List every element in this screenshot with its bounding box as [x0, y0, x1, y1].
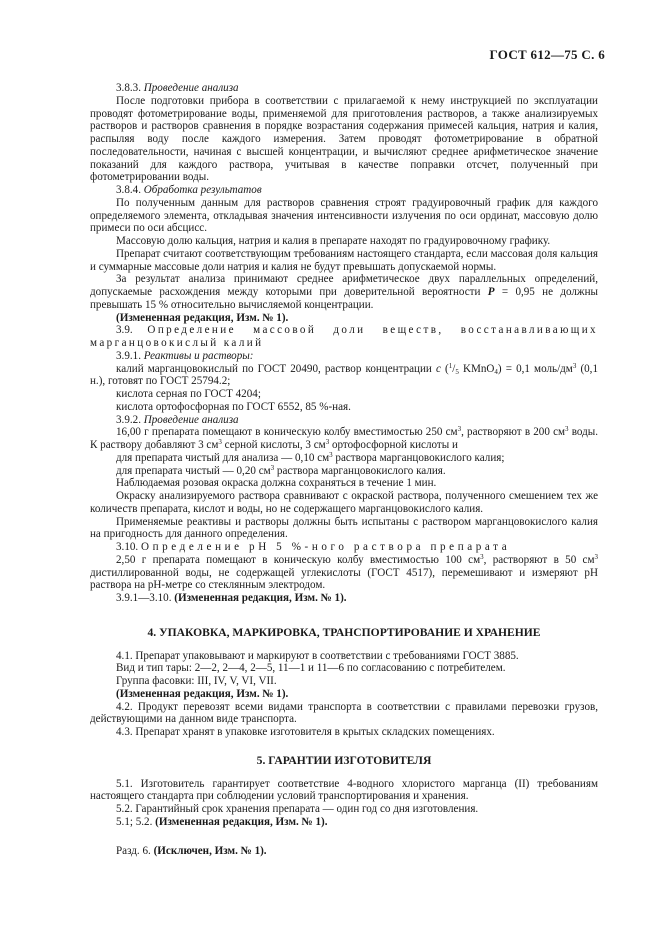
- section-4-1-packaging: Вид и тип тары: 2—2, 2—4, 2—5, 11—1 и 11—6 по согласованию с потребителем.: [116, 662, 506, 675]
- document-body: [90, 82, 598, 857]
- amendment-note: (Измененная редакция, Изм. № 1).: [116, 311, 289, 324]
- section-3-9-2-heading: 3.9.2. Проведение анализа: [116, 413, 239, 426]
- section-3-8-4-para-4: За результат анализа принимают среднее арифметическое двух параллельных определений, допускаемые расхождения между которыми при доверительной вероятности P = 0,95 не должны превышать 15 % относительно вычисляемой концентрации.: [90, 273, 598, 311]
- section-3-10-heading: 3.10. Определение рН 5 %-ного раствора препарата: [116, 541, 511, 553]
- section-5-2-text: 5.2. Гарантийный срок хранения препарата — один год со дня изготовления.: [116, 803, 479, 815]
- section-3-8-4-para-1: По полученным данным для растворов сравнения строят градуировочный график для каждого определяемого элемента, откладывая значения интенсивности излучения по оси ординат, массовую долю примеси по оси абсцисс.: [90, 196, 598, 235]
- section-3-9-2-para-4: Наблюдаемая розовая окраска должна сохраняться в течение 1 мин.: [116, 477, 437, 490]
- amendment-note-4: (Измененная редакция, Изм. № 1).: [116, 687, 289, 700]
- section-3-9-2-para-3: для препарата чистый — 0,20 $см^3$ раствора марганцовокислого калия.: [116, 463, 446, 477]
- amendment-note-5: 5.1; 5.2. (Измененная редакция, Изм. № 1).: [116, 815, 328, 828]
- spacer: [90, 829, 598, 845]
- reagent-item-1: калий марганцовокислый по ГОСТ 20490, раствор концентрации c ($^1/_5$ KMnO$_4$) = 0,1 моль/$дм^3$ (0,1 н.), готовят по ГОСТ 25794.2;: [90, 361, 599, 388]
- section-3-8-4-para-2: Массовую долю кальция, натрия и калия в препарате находят по градуировочному графику.: [116, 235, 551, 247]
- section-5-title: 5. ГАРАНТИИ ИЗГОТОВИТЕЛЯ: [256, 753, 432, 767]
- section-3-8-4-para-3: Препарат считают соответствующим требованиям настоящего стандарта, если массовая доля кальция и суммарные массовые доли натрия и калия не будут превышать допускаемой нормы.: [90, 247, 598, 273]
- section-4-3-text: 4.3. Препарат хранят в упаковке изготовителя в крытых складских помещениях.: [116, 726, 495, 738]
- section-4-2-text: 4.2. Продукт перевозят всеми видами транспорта в соответствии с правилами перевозки грузов, действующими на данном виде транспорта.: [90, 700, 598, 726]
- section-3-9-2-para-5: Окраску анализируемого раствора сравнивают с окраской раствора, полученного смешением тех же количеств препарата, кислот и воды, но не содержащего марганцовокислого калия.: [90, 490, 598, 515]
- reagent-item-2: кислота серная по ГОСТ 4204;: [116, 388, 261, 400]
- section-5-1-text: 5.1. Изготовитель гарантирует соответствие 4-водного хлористого марганца (II) требованиям настоящего стандарта при соблюдении условий транспортирования и хранения.: [90, 777, 598, 803]
- section-3-10-text: 2,50 г препарата помещают в коническую колбу вместимостью 100 $см^3$, растворяют в 50 $см^3$ дистиллированной воды, не содержащей углекислоты (ГОСТ 4517), перемешивают и измеряют рН раствора на рН-метре со стеклянным электродом.: [90, 552, 598, 592]
- section-4-title: 4. УПАКОВКА, МАРКИРОВКА, ТРАНСПОРТИРОВАНИЕ И ХРАНЕНИЕ: [147, 625, 541, 639]
- section-3-9-1-heading: 3.9.1. Реактивы и растворы:: [116, 349, 254, 362]
- section-4-1-group: Группа фасовки: III, IV, V, VI, VII.: [116, 675, 277, 687]
- amendment-note-3-9-1-3-10: 3.9.1—3.10. (Измененная редакция, Изм. № 1).: [116, 592, 347, 604]
- page-header: ГОСТ 612—75 С. 6: [489, 47, 605, 62]
- reagent-item-3: кислота ортофосфорная по ГОСТ 6552, 85 %-ная.: [116, 400, 351, 413]
- section-4-1-text: 4.1. Препарат упаковывают и маркируют в соответствии с требованиями ГОСТ 3885.: [116, 649, 519, 662]
- section-3-9-2-para-6: Применяемые реактивы и растворы должны быть испытаны с раствором марганцовокислого калия на пригодность для данного определения.: [90, 515, 598, 541]
- section-3-9-2-para-1: 16,00 г препарата помещают в коническую колбу вместимостью 250 $см^3$, растворяют в 200 $см^3$ воды. К раствору добавляют 3 $см^3$ серной кислоты, 3 $см^3$ ортофосфорной кислоты и: [90, 425, 598, 451]
- section-6-note: Разд. 6. (Исключен, Изм. № 1).: [116, 844, 267, 857]
- section-3-8-4-heading: 3.8.4. Обработка результатов: [116, 184, 262, 196]
- section-3-9-heading: 3.9. Определение массовой доли веществ, восстанавливающих марганцовокислый калий: [90, 324, 598, 349]
- section-3-8-3-heading: 3.8.3. Проведение анализа: [116, 82, 239, 94]
- section-3-8-3-text: После подготовки прибора в соответствии с прилагаемой к нему инструкцией по эксплуатации проводят фотометрирование воды, применяемой для приготовления растворов, а также анализируемых растворов и растворов сравнения в порядке возрастания содержания примесей кальция, натрия и калия, распыляя воду после каждого измерения. Затем проводят фотометрирование в обратной последовательности, начиная с высшей концентрации, и вычисляют среднее арифметическое значение показаний для каждого раствора, учитывая в качестве поправки отсчет, полученный при фотометрировании воды.: [90, 94, 598, 184]
- section-3-9-2-para-2: для препарата чистый для анализа — 0,10 $см^3$ раствора марганцовокислого калия;: [116, 450, 505, 464]
